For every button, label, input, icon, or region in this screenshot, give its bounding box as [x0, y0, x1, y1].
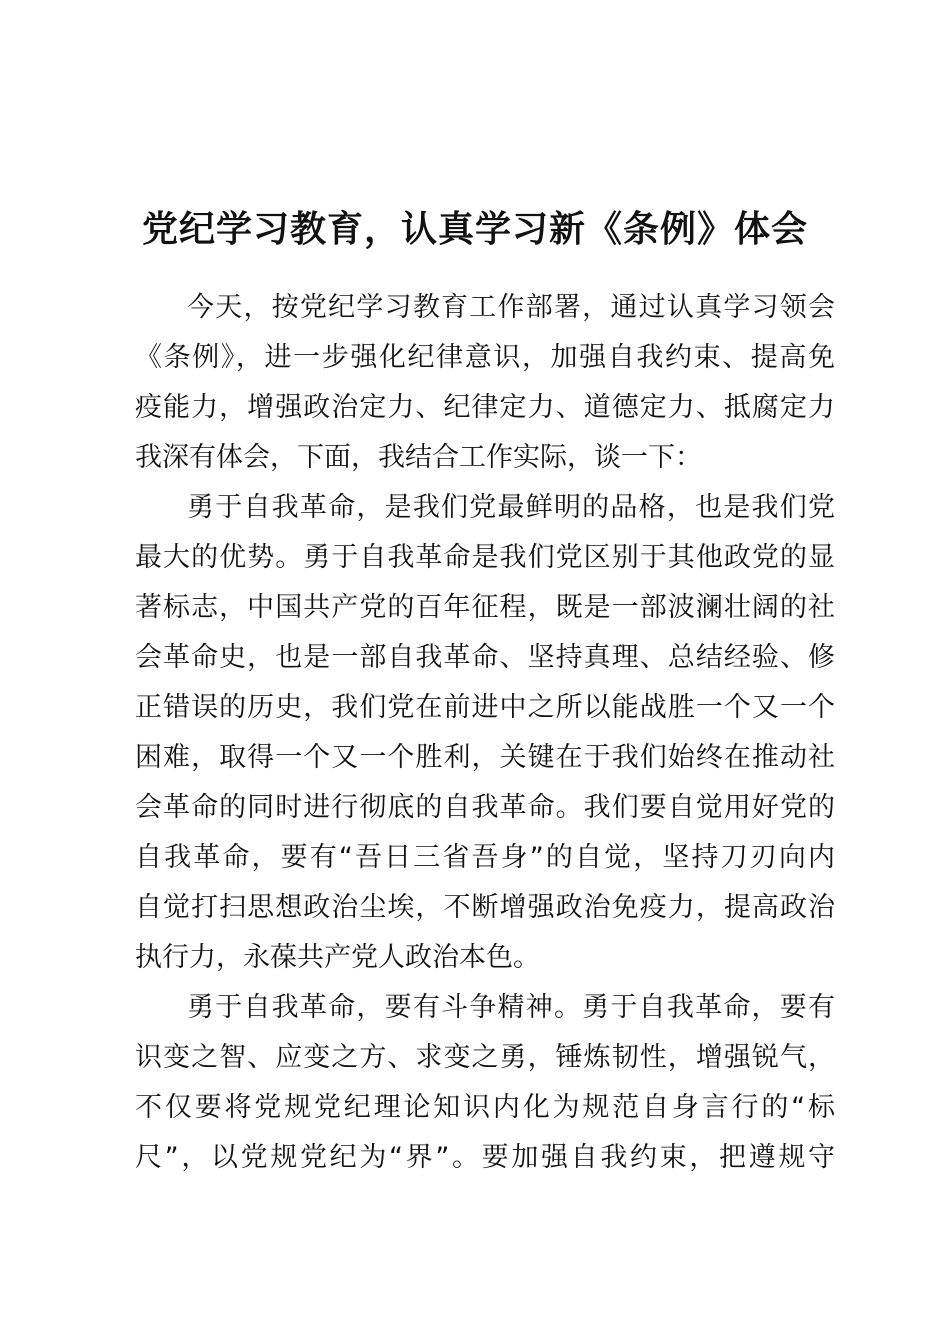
paragraph-1-line-1: 今天，按党纪学习教育工作部署，通过认真学习领会 [187, 292, 835, 323]
paragraph-2-line-6: 困难，取得一个又一个胜利，关键在于我们始终在推动社 [135, 742, 835, 773]
paragraph-2-line-10: 执行力，永葆共产党人政治本色。 [135, 942, 540, 973]
paragraph-1-line-4: 我深有体会，下面，我结合工作实际，谈一下： [135, 442, 702, 473]
paragraph-2-line-4: 会革命史，也是一部自我革命、坚持真理、总结经验、修 [135, 642, 835, 673]
paragraph-1-line-2: 《条例》，进一步强化纪律意识，加强自我约束、提高免 [135, 342, 835, 373]
paragraph-3-line-2: 识变之智、应变之方、求变之勇，锤炼韧性，增强锐气， [135, 1042, 835, 1073]
paragraph-2-line-7: 会革命的同时进行彻底的自我革命。我们要自觉用好党的 [135, 792, 835, 823]
paragraph-3-line-3: 不仅要将党规党纪理论知识内化为规范自身言行的“标 [135, 1092, 835, 1123]
paragraph-2-line-3: 著标志，中国共产党的百年征程，既是一部波澜壮阔的社 [135, 592, 835, 623]
paragraph-2-line-1: 勇于自我革命，是我们党最鲜明的品格，也是我们党 [187, 492, 835, 523]
paragraph-2-line-5: 正错误的历史，我们党在前进中之所以能战胜一个又一个 [135, 692, 835, 723]
paragraph-3-line-4: 尺”，以党规党纪为“界”。要加强自我约束，把遵规守 [135, 1142, 835, 1173]
document-title: 党纪学习教育，认真学习新《条例》体会 [141, 209, 808, 250]
paragraph-2-line-8: 自我革命，要有“吾日三省吾身”的自觉，坚持刀刃向内 [135, 842, 835, 873]
paragraph-1-line-3: 疫能力，增强政治定力、纪律定力、道德定力、抵腐定力 [135, 392, 835, 423]
paragraph-2-line-9: 自觉打扫思想政治尘埃，不断增强政治免疫力，提高政治 [135, 892, 835, 923]
paragraph-2-line-2: 最大的优势。勇于自我革命是我们党区别于其他政党的显 [135, 542, 835, 573]
paragraph-3-line-1: 勇于自我革命，要有斗争精神。勇于自我革命，要有 [187, 992, 835, 1023]
